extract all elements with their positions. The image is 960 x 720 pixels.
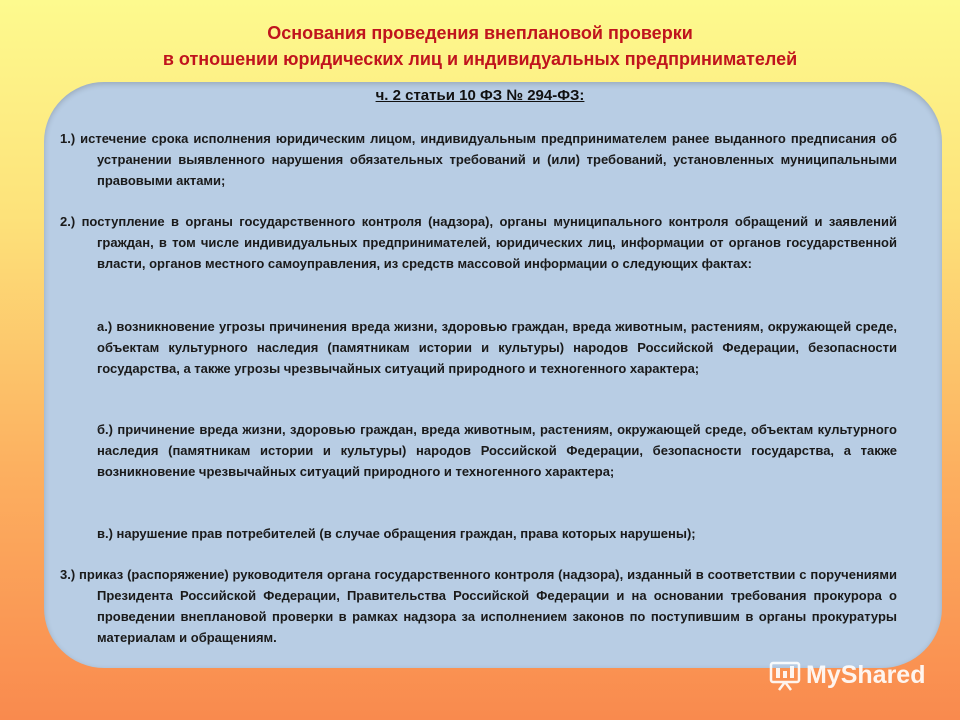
list-item-3: 3.) приказ (распоряжение) руководителя органа государственного контроля (надзора), изданный в соответствии с поручениями Президента Российской Федерации, Правительства Российской Федерации и на основании требования прокурора о проведении внеплановой проверки в рамках надзора за исполнением законов по поступившим в органы прокуратуры материалам и обращениям. xyxy=(60,567,897,645)
sub-item-b: б.) причинение вреда жизни, здоровью граждан, вреда животным, растениям, окружающей среде, объектам культурного наследия (памятникам истории и культуры) народов Российской Федерации, безопасности государства, а также возникновение чрезвычайных ситуаций природного и техногенного характера; xyxy=(97,422,897,479)
watermark xyxy=(768,657,925,693)
title-line-1: Основания проведения внеплановой проверки xyxy=(267,23,693,43)
sub-item-a: а.) возникновение угрозы причинения вреда жизни, здоровью граждан, вреда животным, растениям, окружающей среде, объектам культурного наследия (памятникам истории и культуры) народов Российской Федерации, безопасности государства, а также угрозы чрезвычайных ситуаций природного и техногенного характера; xyxy=(97,319,897,376)
list-item-1: 1.) истечение срока исполнения юридическим лицом, индивидуальным предпринимателем ранее выданного предписания об устранении выявленного нарушения обязательных требований и (или) требований, установленных муниципальными правовыми актами; xyxy=(60,131,897,188)
slide-title xyxy=(0,20,960,72)
watermark-text: MyShared xyxy=(806,660,926,689)
presentation-icon xyxy=(768,658,802,692)
sub-item-c: в.) нарушение прав потребителей (в случае обращения граждан, права которых нарушены); xyxy=(97,526,696,541)
law-reference-text: ч. 2 статьи 10 ФЗ № 294-ФЗ: xyxy=(375,87,585,104)
list-item-2: 2.) поступление в органы государственного контроля (надзора), органы муниципального контроля обращений и заявлений граждан, в том числе индивидуальных предпринимателей, юридических лиц, информации от органов государственной власти, органов местного самоуправления, из средств массовой информации о следующих фактах: xyxy=(60,214,897,271)
law-reference-heading xyxy=(0,87,960,104)
title-line-2: в отношении юридических лиц и индивидуальных предпринимателей xyxy=(162,49,798,69)
